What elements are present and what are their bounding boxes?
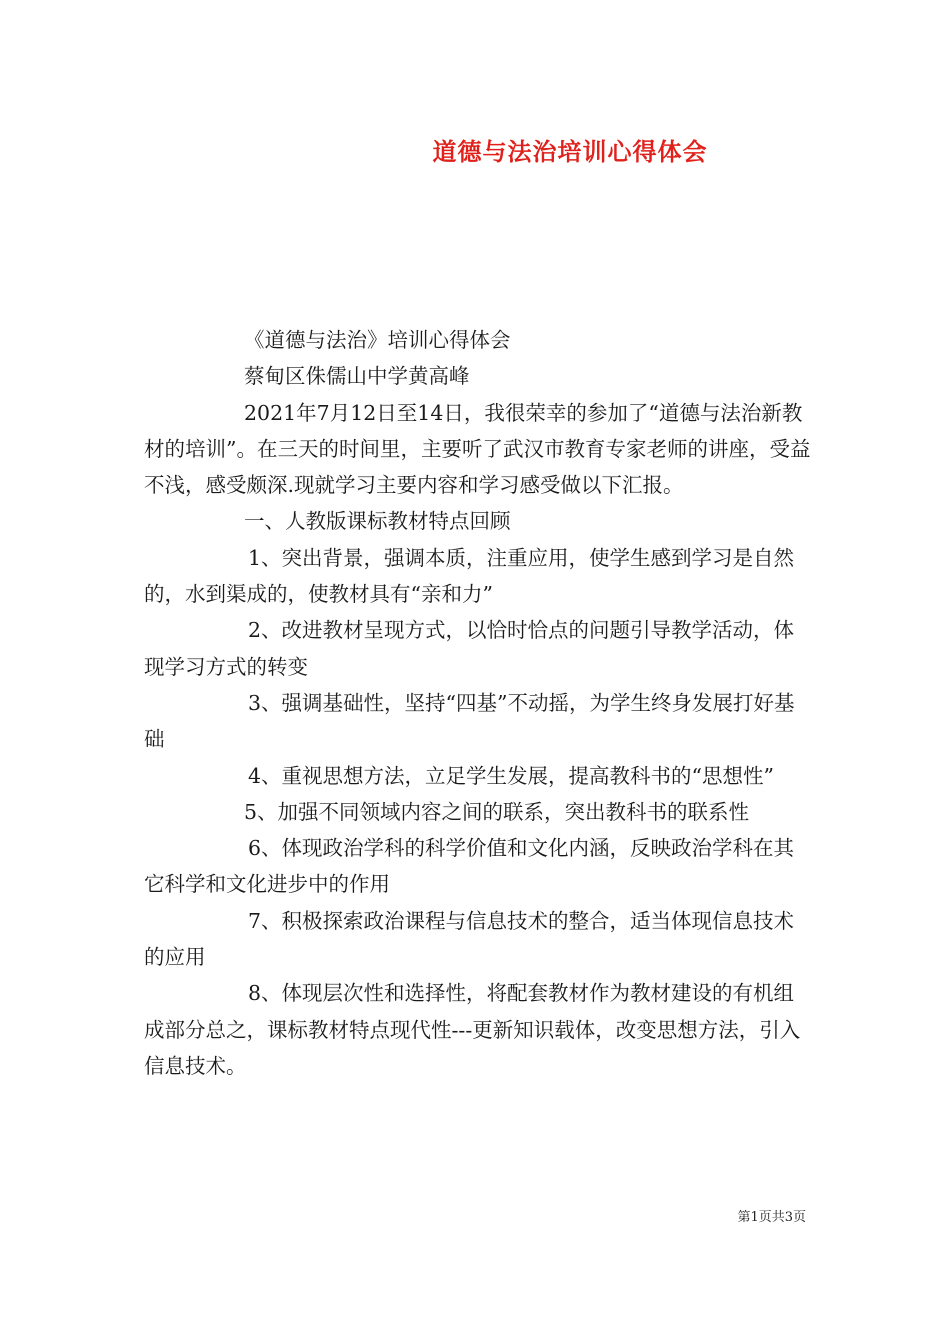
paragraph-point-5: 5、加强不同领域内容之间的联系，突出教科书的联系性 xyxy=(244,799,750,824)
paragraph-author: 蔡甸区侏儒山中学黄高峰 xyxy=(244,364,470,389)
paragraph-point-1: 1、突出背景，强调本质，注重应用，使学生感到学习是自然的，水到渠成的，使教材具有“亲和力” xyxy=(144,545,795,607)
paragraph-section-heading: 一、人教版课标教材特点回顾 xyxy=(244,509,511,534)
paragraph-point-3: 3、强调基础性，坚持“四基”不动摇，为学生终身发展打好基础 xyxy=(144,690,795,752)
paragraph-intro: 2021年7月12日至14日，我很荣幸的参加了“道德与法治新教材的培训”。在三天的时间里，主要听了武汉市教育专家老师的讲座，受益不浅，感受颇深.现就学习主要内容和学习感受做以下汇报。 xyxy=(144,400,811,498)
paragraph-point-6: 6、体现政治学科的科学价值和文化内涵，反映政治学科在其它科学和文化进步中的作用 xyxy=(144,836,795,897)
paragraph-point-2: 2、改进教材呈现方式，以恰时恰点的问题引导教学活动，体现学习方式的转变 xyxy=(144,618,795,679)
document-title: 道德与法治培训心得体会 xyxy=(432,137,708,166)
document-body xyxy=(144,322,814,1084)
paragraph-point-8: 8、体现层次性和选择性，将配套教材作为教材建设的有机组成部分总之，课标教材特点现代性---更新知识载体，改变思想方法，引入信息技术。 xyxy=(144,981,801,1078)
paragraph-subtitle: 《道德与法治》培训心得体会 xyxy=(244,328,511,352)
page-number: 第1页共3页 xyxy=(737,1210,806,1225)
paragraph-point-7: 7、积极探索政治课程与信息技术的整合，适当体现信息技术的应用 xyxy=(144,908,795,970)
paragraph-point-4: 4、重视思想方法，立足学生发展，提高教科书的“思想性” xyxy=(248,763,775,788)
